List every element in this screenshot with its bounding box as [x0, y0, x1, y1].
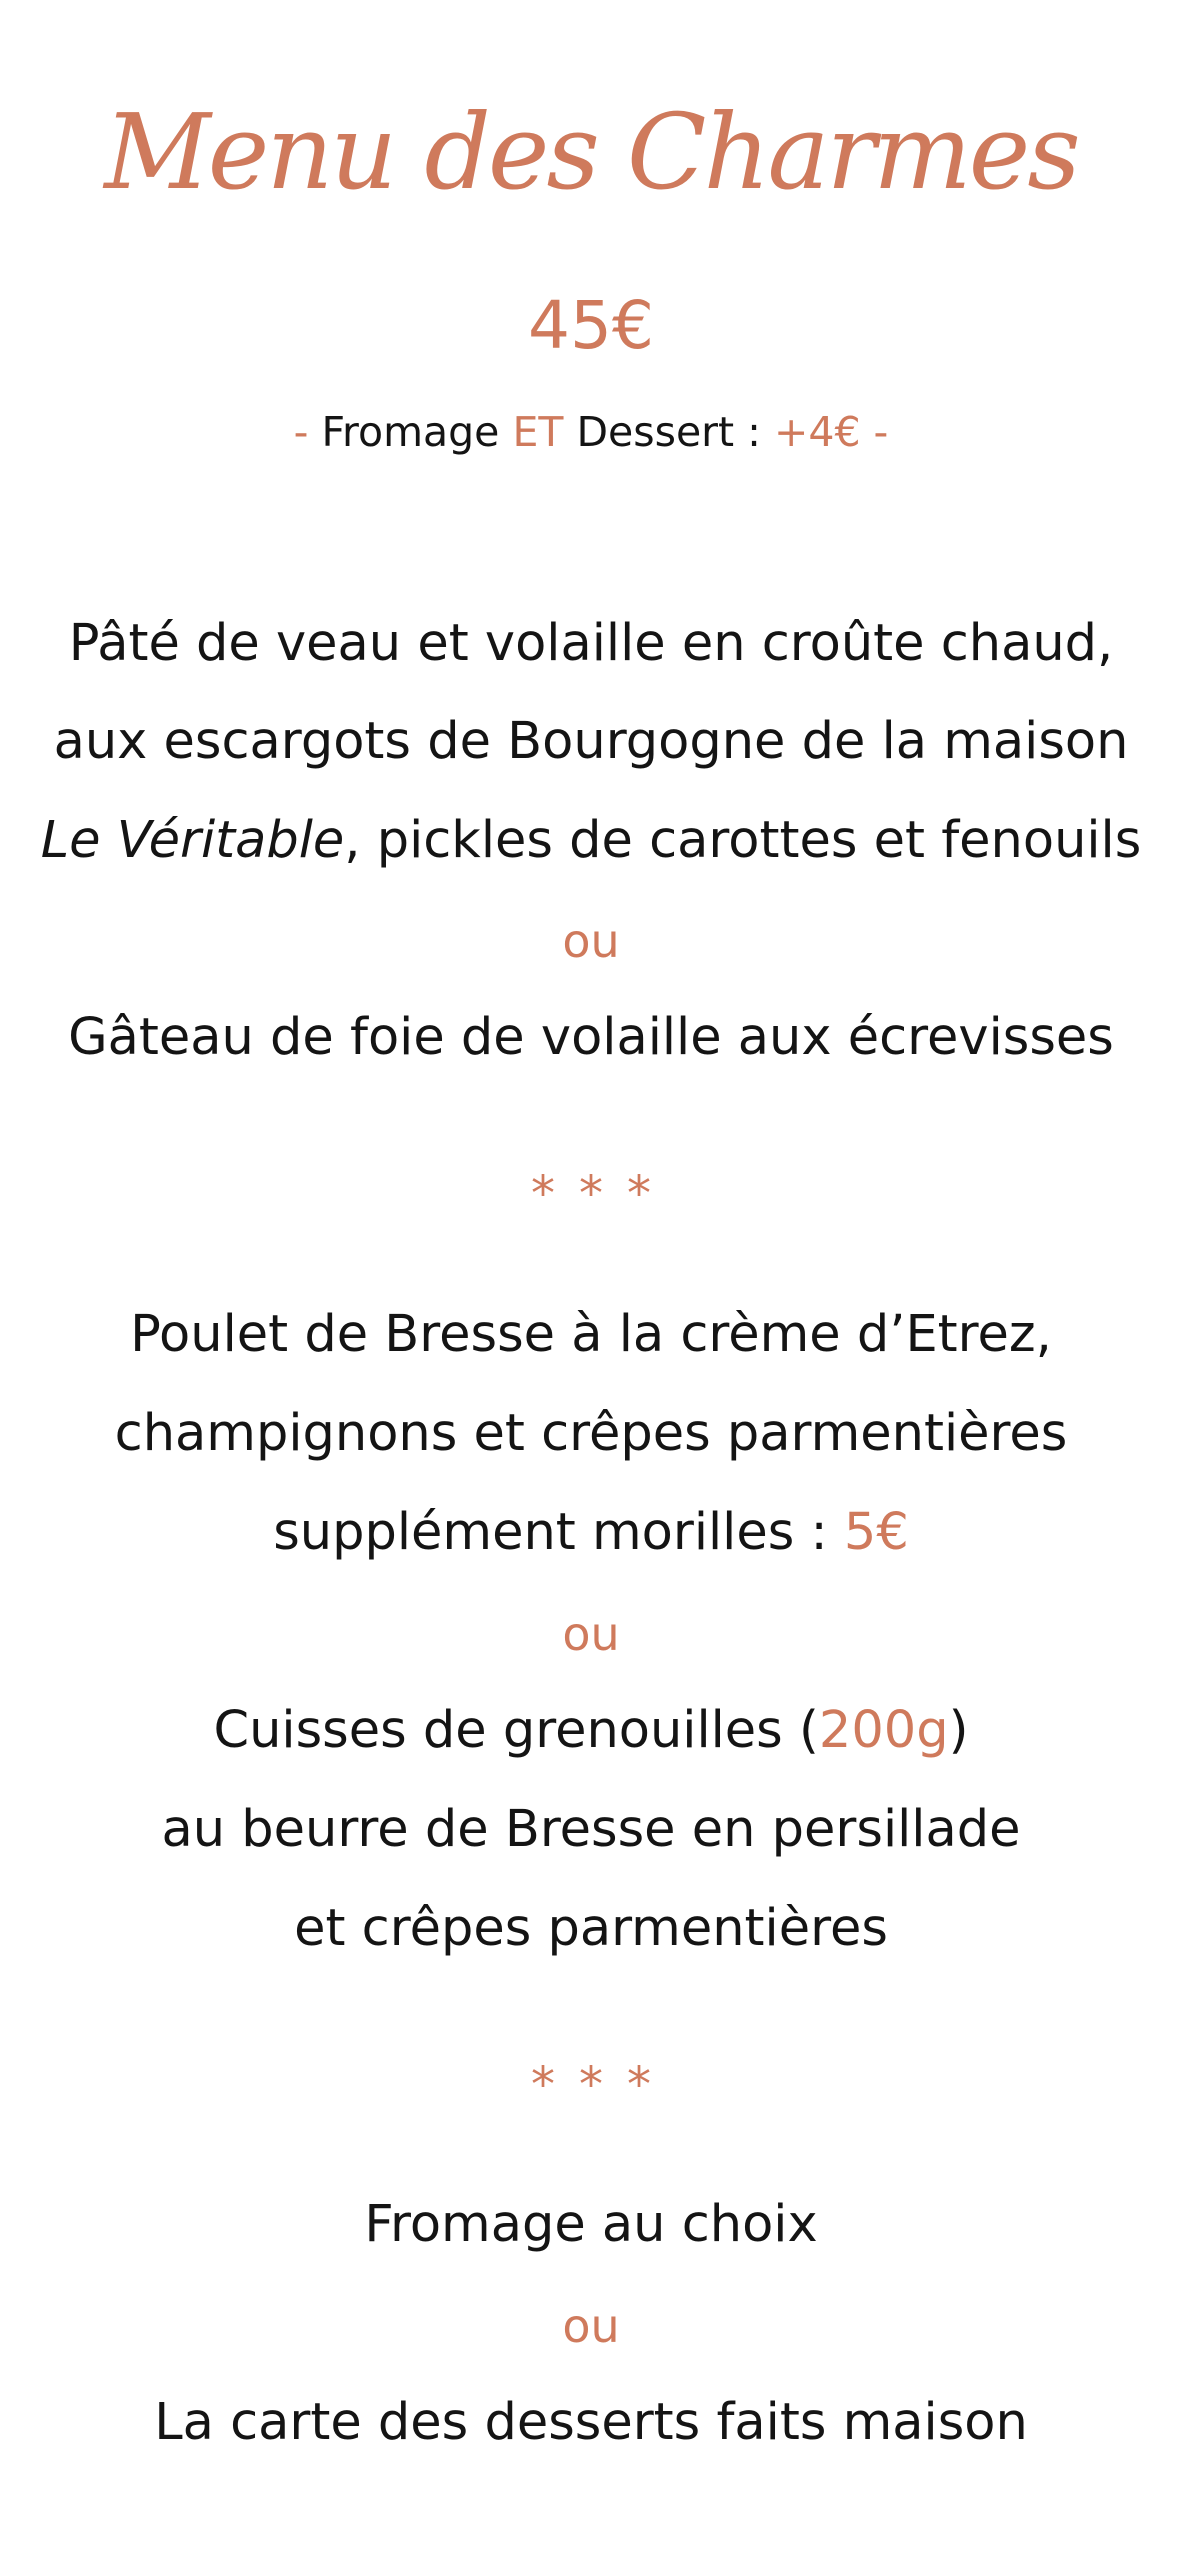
dessert-1: Fromage au choix — [364, 2195, 818, 2254]
separator-2: *** — [531, 2057, 675, 2113]
dessert-2: La carte des desserts faits maison — [154, 2393, 1028, 2452]
starter-2: Gâteau de foie de volaille aux écrevisses — [68, 1008, 1114, 1067]
supplement-prefix: - — [293, 408, 322, 456]
morel-supplement-label: supplément morilles : — [273, 1503, 844, 1562]
supplement-amount: +4€ - — [774, 408, 889, 456]
starter-or: ou — [562, 914, 620, 968]
main-2-line-3: et crêpes parmentières — [294, 1899, 888, 1958]
dessert-or: ou — [562, 2299, 620, 2353]
supplement-dessert: Dessert : — [563, 408, 774, 456]
main-2-line-2: au beurre de Bresse en persillade — [161, 1800, 1021, 1859]
menu-price: 45€ — [528, 287, 654, 364]
menu-title: Menu des Charmes — [104, 91, 1078, 213]
supplement-fromage: Fromage — [321, 408, 513, 456]
morel-supplement-price: 5€ — [843, 1503, 909, 1562]
main-1-line-3 — [0, 1503, 1182, 1562]
frog-legs-weight: 200g — [818, 1701, 949, 1760]
supplement-et: ET — [512, 408, 564, 456]
main-or: ou — [562, 1607, 620, 1661]
starter-1-line-2: aux escargots de Bourgogne de la maison — [53, 712, 1129, 771]
cheese-dessert-supplement — [0, 408, 1182, 456]
main-2-line-1-after: ) — [948, 1701, 969, 1760]
producer-name: Le Véritable — [40, 811, 345, 870]
starter-1-line-3-rest: , pickles de carottes et fenouils — [344, 811, 1142, 870]
starter-1-line-3 — [0, 811, 1182, 870]
separator-1: *** — [531, 1166, 675, 1222]
main-1-line-1: Poulet de Bresse à la crème d’Etrez, — [130, 1305, 1052, 1364]
main-2-line-1 — [0, 1701, 1182, 1760]
main-1-line-2: champignons et crêpes parmentières — [114, 1404, 1068, 1463]
main-2-line-1-before: Cuisses de grenouilles ( — [213, 1701, 819, 1760]
starter-1-line-1: Pâté de veau et volaille en croûte chaud, — [68, 614, 1114, 673]
